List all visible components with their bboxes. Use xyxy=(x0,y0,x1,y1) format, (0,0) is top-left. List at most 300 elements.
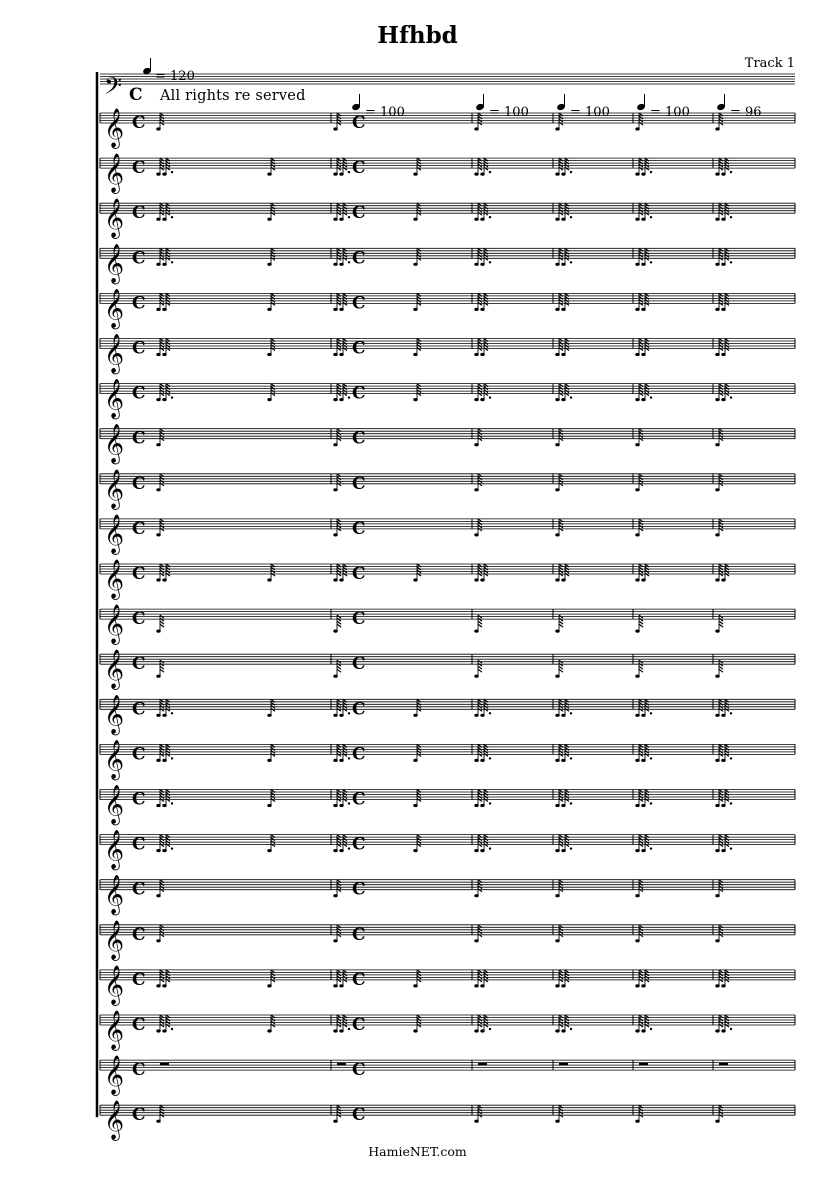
note-dot xyxy=(489,712,491,714)
note-flag xyxy=(565,257,569,260)
note-head xyxy=(339,804,343,807)
note-head xyxy=(333,894,337,897)
time-signature-change: C xyxy=(352,518,366,539)
note-flag xyxy=(645,793,649,796)
note-head xyxy=(474,894,478,897)
note-flag xyxy=(559,1024,563,1027)
note-flag xyxy=(725,302,729,305)
note-flag xyxy=(565,844,569,847)
note-flag xyxy=(645,799,649,802)
note-flag xyxy=(645,342,649,345)
note-head xyxy=(333,398,337,401)
note-flag xyxy=(337,1108,341,1111)
note-head xyxy=(635,804,639,807)
note-head xyxy=(555,127,559,130)
note-flag xyxy=(645,838,649,841)
note-head xyxy=(333,443,337,446)
note-flag xyxy=(639,296,643,299)
time-signature: C xyxy=(132,338,146,359)
time-signature-change: C xyxy=(352,248,366,269)
time-signature: C xyxy=(132,158,146,179)
note-flag xyxy=(160,1024,164,1027)
note-flag xyxy=(478,883,482,886)
note-flag xyxy=(417,979,421,982)
note-head xyxy=(561,714,565,717)
note-flag xyxy=(639,799,643,802)
note-head xyxy=(474,533,478,536)
note-head xyxy=(480,849,484,852)
note-flag xyxy=(478,1024,482,1027)
time-signature: C xyxy=(132,518,146,539)
note-flag xyxy=(639,438,643,441)
note-flag xyxy=(559,889,563,892)
note-flag xyxy=(160,702,164,705)
note-flag xyxy=(565,973,569,976)
note-head xyxy=(480,804,484,807)
note-flag xyxy=(719,116,723,119)
note-flag xyxy=(417,747,421,750)
note-flag xyxy=(271,212,275,215)
note-flag xyxy=(565,567,569,570)
note-flag xyxy=(478,838,482,841)
note-head xyxy=(474,714,478,717)
note-flag xyxy=(719,302,723,305)
note-flag xyxy=(271,838,275,841)
note-flag xyxy=(565,747,569,750)
note-flag xyxy=(478,753,482,756)
note-head xyxy=(162,984,166,987)
note-flag xyxy=(484,799,488,802)
note-dot xyxy=(489,216,491,218)
note-head xyxy=(413,308,417,311)
note-flag xyxy=(478,1108,482,1111)
note-flag xyxy=(343,296,347,299)
note-flag xyxy=(559,844,563,847)
note-flag xyxy=(639,432,643,435)
note-flag xyxy=(559,928,563,931)
note-flag xyxy=(417,257,421,260)
note-flag xyxy=(559,1108,563,1111)
note-flag xyxy=(271,167,275,170)
note-flag xyxy=(645,206,649,209)
note-flag xyxy=(343,167,347,170)
note-flag xyxy=(725,342,729,345)
note-flag xyxy=(484,844,488,847)
note-dot xyxy=(171,802,173,804)
note-flag xyxy=(565,979,569,982)
note-flag xyxy=(719,1114,723,1117)
note-flag xyxy=(639,302,643,305)
time-signature-change: C xyxy=(352,1015,366,1035)
note-head xyxy=(333,578,337,581)
note-flag xyxy=(337,669,341,672)
note-flag xyxy=(719,753,723,756)
note-flag xyxy=(337,483,341,486)
note-flag xyxy=(559,567,563,570)
note-flag xyxy=(417,573,421,576)
note-head xyxy=(267,263,271,266)
note-flag xyxy=(639,1018,643,1021)
note-head xyxy=(162,398,166,401)
note-flag xyxy=(343,979,347,982)
note-flag xyxy=(719,206,723,209)
note-dot xyxy=(650,396,652,398)
note-flag xyxy=(719,973,723,976)
note-flag xyxy=(166,257,170,260)
note-flag xyxy=(559,979,563,982)
note-flag xyxy=(337,799,341,802)
note-head xyxy=(641,353,645,356)
note-head xyxy=(413,984,417,987)
time-signature-change: C xyxy=(352,744,366,765)
note-dot xyxy=(489,802,491,804)
treble-clef-icon: 𝄞 xyxy=(104,1055,125,1096)
note-dot xyxy=(489,171,491,173)
note-flag xyxy=(160,477,164,480)
note-head xyxy=(641,804,645,807)
note-flag xyxy=(484,753,488,756)
note-flag xyxy=(343,342,347,345)
note-flag xyxy=(559,393,563,396)
note-head xyxy=(333,263,337,266)
note-head xyxy=(156,1029,160,1032)
note-dot xyxy=(730,261,732,263)
note-dot xyxy=(348,802,350,804)
whole-rest-icon xyxy=(478,1063,487,1066)
note-flag xyxy=(417,393,421,396)
note-flag xyxy=(166,296,170,299)
note-flag xyxy=(639,573,643,576)
note-flag xyxy=(559,342,563,345)
note-flag xyxy=(565,838,569,841)
note-flag xyxy=(160,663,164,666)
note-dot xyxy=(570,261,572,263)
note-head xyxy=(333,630,337,633)
note-flag xyxy=(160,206,164,209)
note-head xyxy=(267,984,271,987)
note-flag xyxy=(417,302,421,305)
note-flag xyxy=(725,251,729,254)
note-flag xyxy=(166,799,170,802)
note-flag xyxy=(719,161,723,164)
note-flag xyxy=(478,302,482,305)
note-dot xyxy=(171,1028,173,1030)
note-head xyxy=(561,263,565,266)
note-flag xyxy=(478,793,482,796)
note-flag xyxy=(725,387,729,390)
note-flag xyxy=(417,212,421,215)
note-flag xyxy=(719,666,723,669)
note-head xyxy=(561,218,565,221)
note-head xyxy=(635,675,639,678)
note-flag xyxy=(166,747,170,750)
note-flag xyxy=(160,799,164,802)
note-flag xyxy=(639,122,643,125)
note-flag xyxy=(271,387,275,390)
note-head xyxy=(561,1029,565,1032)
note-dot xyxy=(650,712,652,714)
note-head xyxy=(635,533,639,536)
note-head xyxy=(635,127,639,130)
note-head xyxy=(555,630,559,633)
note-flag xyxy=(639,747,643,750)
note-flag xyxy=(271,348,275,351)
note-head xyxy=(156,398,160,401)
note-flag xyxy=(160,522,164,525)
note-head xyxy=(715,443,719,446)
note-head xyxy=(480,218,484,221)
time-signature-change: C xyxy=(352,428,366,449)
note-flag xyxy=(337,567,341,570)
note-head xyxy=(339,308,343,311)
note-flag xyxy=(639,793,643,796)
note-flag xyxy=(417,567,421,570)
note-dot xyxy=(570,757,572,759)
note-flag xyxy=(343,753,347,756)
note-flag xyxy=(484,212,488,215)
note-flag xyxy=(725,257,729,260)
note-flag xyxy=(478,624,482,627)
note-flag xyxy=(160,167,164,170)
note-head xyxy=(555,759,559,762)
note-flag xyxy=(478,747,482,750)
note-flag xyxy=(478,1114,482,1117)
note-head xyxy=(635,894,639,897)
note-flag xyxy=(639,621,643,624)
note-flag xyxy=(343,212,347,215)
note-flag xyxy=(478,116,482,119)
note-head xyxy=(561,353,565,356)
note-flag xyxy=(160,257,164,260)
note-flag xyxy=(160,567,164,570)
note-head xyxy=(715,984,719,987)
note-head xyxy=(635,714,639,717)
note-flag xyxy=(565,702,569,705)
note-flag xyxy=(559,438,563,441)
note-flag xyxy=(484,296,488,299)
note-flag xyxy=(559,116,563,119)
time-signature-change: C xyxy=(352,699,366,720)
note-flag xyxy=(343,747,347,750)
note-flag xyxy=(166,161,170,164)
note-flag xyxy=(160,302,164,305)
copyright-text: All rights re served xyxy=(160,88,306,104)
note-head xyxy=(635,443,639,446)
note-flag xyxy=(166,206,170,209)
note-dot xyxy=(171,171,173,173)
note-dot xyxy=(650,171,652,173)
note-dot xyxy=(730,712,732,714)
note-head xyxy=(333,488,337,491)
note-flag xyxy=(337,1024,341,1027)
note-flag xyxy=(478,799,482,802)
note-flag xyxy=(565,799,569,802)
note-head xyxy=(635,398,639,401)
time-signature: C xyxy=(132,744,146,765)
note-flag xyxy=(478,663,482,666)
note-flag xyxy=(565,387,569,390)
note-head xyxy=(480,1029,484,1032)
note-flag xyxy=(160,838,164,841)
note-flag xyxy=(337,206,341,209)
note-head xyxy=(715,759,719,762)
note-head xyxy=(156,675,160,678)
note-flag xyxy=(719,844,723,847)
note-head xyxy=(339,578,343,581)
note-flag xyxy=(417,167,421,170)
note-flag xyxy=(478,296,482,299)
note-flag xyxy=(160,432,164,435)
note-flag xyxy=(343,348,347,351)
note-flag xyxy=(417,753,421,756)
note-head xyxy=(635,1120,639,1123)
note-flag xyxy=(160,296,164,299)
time-signature: C xyxy=(132,293,146,314)
note-flag xyxy=(337,342,341,345)
note-flag xyxy=(271,799,275,802)
note-head xyxy=(561,849,565,852)
note-head xyxy=(635,759,639,762)
note-flag xyxy=(271,251,275,254)
note-flag xyxy=(559,251,563,254)
note-flag xyxy=(719,122,723,125)
note-head xyxy=(162,1029,166,1032)
note-flag xyxy=(271,708,275,711)
time-signature: C xyxy=(132,248,146,269)
note-flag xyxy=(639,934,643,937)
treble-clef-icon: 𝄞 xyxy=(104,243,125,284)
note-flag xyxy=(478,387,482,390)
note-head xyxy=(641,849,645,852)
note-flag xyxy=(166,838,170,841)
note-flag xyxy=(484,979,488,982)
note-flag xyxy=(160,708,164,711)
note-head xyxy=(339,849,343,852)
note-head xyxy=(641,759,645,762)
note-flag xyxy=(166,1024,170,1027)
note-head xyxy=(333,939,337,942)
note-flag xyxy=(565,708,569,711)
note-flag xyxy=(343,973,347,976)
note-head xyxy=(413,578,417,581)
note-head xyxy=(333,1120,337,1123)
treble-clef-icon: 𝄞 xyxy=(104,378,125,419)
note-flag xyxy=(478,934,482,937)
note-flag xyxy=(719,1024,723,1027)
note-flag xyxy=(337,624,341,627)
note-flag xyxy=(337,708,341,711)
note-flag xyxy=(271,793,275,796)
time-signature: C xyxy=(132,473,146,494)
note-flag xyxy=(639,1108,643,1111)
note-flag xyxy=(417,1018,421,1021)
note-flag xyxy=(478,567,482,570)
note-flag xyxy=(484,206,488,209)
note-flag xyxy=(343,251,347,254)
note-flag xyxy=(417,206,421,209)
note-flag xyxy=(160,618,164,621)
note-flag xyxy=(337,973,341,976)
note-flag xyxy=(719,618,723,621)
note-flag xyxy=(725,973,729,976)
note-flag xyxy=(559,669,563,672)
note-flag xyxy=(559,934,563,937)
note-dot xyxy=(489,847,491,849)
note-head xyxy=(635,1029,639,1032)
note-flag xyxy=(484,708,488,711)
note-flag xyxy=(343,567,347,570)
note-flag xyxy=(559,483,563,486)
note-flag xyxy=(639,666,643,669)
note-flag xyxy=(719,889,723,892)
note-flag xyxy=(559,296,563,299)
note-head xyxy=(162,578,166,581)
note-flag xyxy=(160,979,164,982)
note-head xyxy=(635,353,639,356)
note-flag xyxy=(166,393,170,396)
note-flag xyxy=(559,161,563,164)
note-dot xyxy=(348,396,350,398)
note-flag xyxy=(160,624,164,627)
note-flag xyxy=(559,257,563,260)
note-head xyxy=(333,218,337,221)
note-flag xyxy=(478,167,482,170)
note-head xyxy=(561,308,565,311)
note-head xyxy=(333,849,337,852)
note-flag xyxy=(719,528,723,531)
note-flag xyxy=(160,753,164,756)
note-head xyxy=(641,714,645,717)
note-head xyxy=(715,939,719,942)
note-flag xyxy=(719,702,723,705)
note-flag xyxy=(343,799,347,802)
note-flag xyxy=(725,799,729,802)
note-flag xyxy=(337,1018,341,1021)
note-head xyxy=(267,804,271,807)
time-signature-change: C xyxy=(352,293,366,314)
note-flag xyxy=(160,1114,164,1117)
note-head xyxy=(555,353,559,356)
note-head xyxy=(333,759,337,762)
note-flag xyxy=(639,257,643,260)
note-flag xyxy=(343,393,347,396)
note-dot xyxy=(730,847,732,849)
treble-clef-icon: 𝄞 xyxy=(104,919,125,960)
note-flag xyxy=(160,573,164,576)
note-flag xyxy=(565,212,569,215)
note-head xyxy=(339,263,343,266)
note-head xyxy=(480,308,484,311)
note-flag xyxy=(271,161,275,164)
note-flag xyxy=(725,206,729,209)
note-dot xyxy=(730,757,732,759)
treble-clef-icon: 𝄞 xyxy=(104,649,125,690)
note-dot xyxy=(489,261,491,263)
note-flag xyxy=(160,747,164,750)
note-head xyxy=(635,939,639,942)
note-flag xyxy=(719,167,723,170)
note-dot xyxy=(348,216,350,218)
note-flag xyxy=(337,747,341,750)
note-flag xyxy=(337,979,341,982)
note-head xyxy=(641,173,645,176)
note-flag xyxy=(337,257,341,260)
note-dot xyxy=(730,216,732,218)
note-flag xyxy=(559,621,563,624)
time-signature-change: C xyxy=(352,879,366,900)
note-flag xyxy=(343,702,347,705)
note-flag xyxy=(719,296,723,299)
